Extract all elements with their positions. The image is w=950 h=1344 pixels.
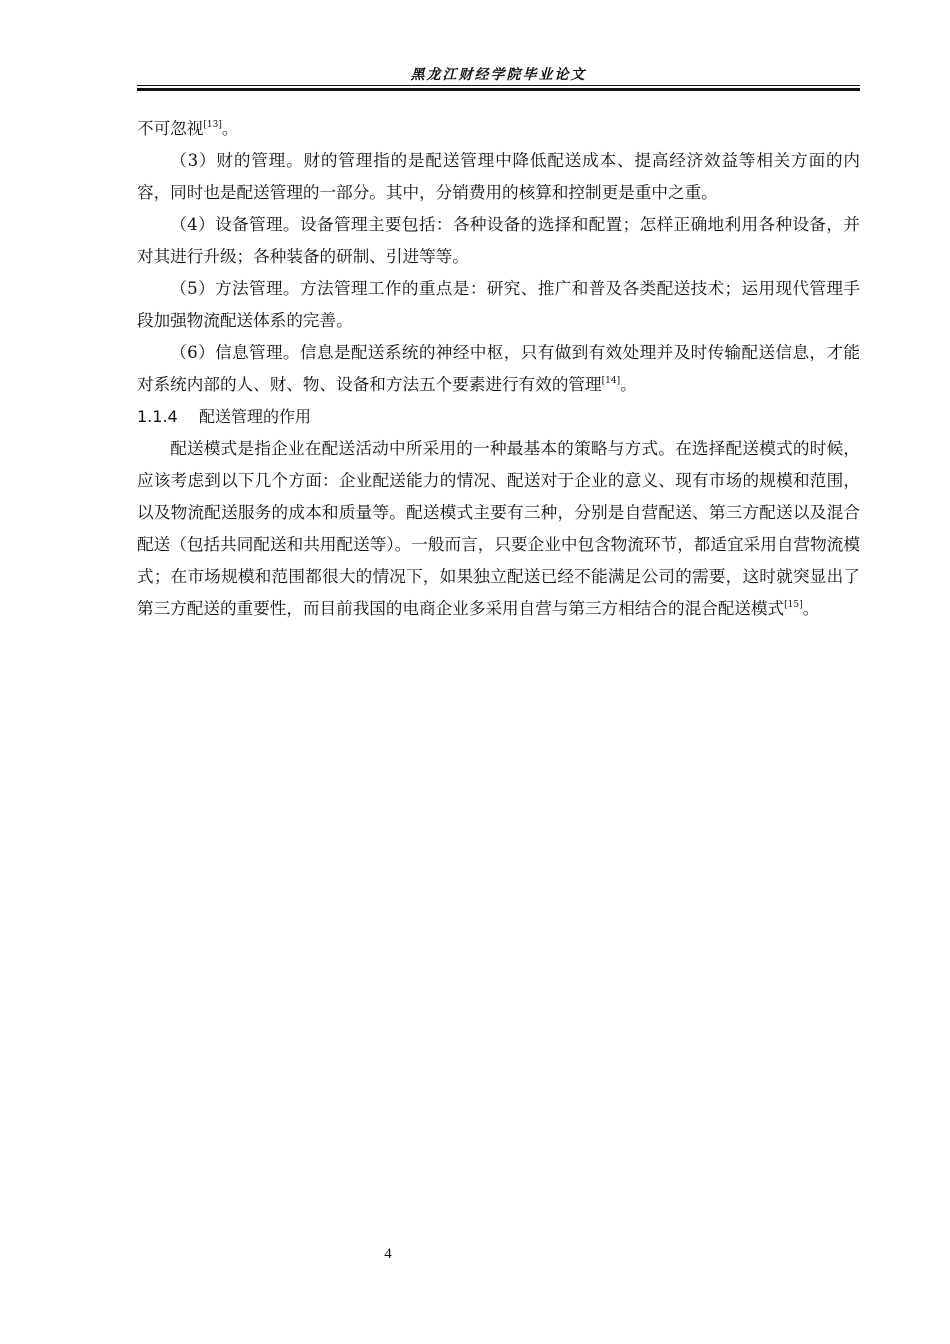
paragraph-finance-management: （3）财的管理。财的管理指的是配送管理中降低配送成本、提高经济效益等相关方面的内容，同时也是配送管理的一部分。其中，分销费用的核算和控制更是重中之重。 — [137, 151, 860, 202]
paragraph-information-management — [137, 337, 860, 401]
paragraph-equipment-management: （4）设备管理。设备管理主要包括：各种设备的选择和配置；怎样正确地利用各种设备，并对其进行升级；各种装备的研制、引进等等。 — [137, 215, 860, 266]
section-number: 1.1.4 — [137, 407, 178, 426]
paragraph-continuation — [137, 113, 860, 145]
paragraph-delivery-modes — [137, 433, 860, 625]
paragraph-method-management: （5）方法管理。方法管理工作的重点是：研究、推广和普及各类配送技术；运用现代管理手段加强物流配送体系的完善。 — [137, 279, 860, 330]
header-title: 黑龙江财经学院毕业论文 — [410, 67, 587, 83]
paragraph-text: （6）信息管理。信息是配送系统的神经中枢，只有做到有效处理并及时传输配送信息，才能对系统内部的人、财、物、设备和方法五个要素进行有效的管理 — [137, 343, 860, 394]
section-heading — [137, 401, 860, 433]
body-text — [137, 113, 860, 625]
citation: [13] — [203, 120, 222, 130]
citation: [14] — [601, 376, 621, 386]
page-number: 4 — [384, 1246, 392, 1262]
paragraph-text: 不可忽视 — [137, 119, 204, 138]
citation: [15] — [784, 600, 803, 610]
paragraph-text: 配送模式是指企业在配送活动中所采用的一种最基本的策略与方式。在选择配送模式的时候，应该考虑到以下几个方面：企业配送能力的情况、配送对于企业的意义、现有市场的规模和范围，以及物流配送服务的成本和质量等。配送模式主要有三种，分别是自营配送、第三方配送以及混合配送（包括共同配送和共用配送等）。一般而言，只要企业中包含物流环节，都适宜采用自营物流模式；在市场规模和范围都很大的情况下，如果独立配送已经不能满足公司的需要，这时就突显出了第三方配送的重要性，而目前我国的电商企业多采用自营与第三方相结合的混合配送模式 — [137, 439, 860, 618]
header-rule-thick — [137, 88, 860, 91]
section-title: 配送管理的作用 — [199, 407, 312, 426]
paragraph-end: 。 — [620, 375, 637, 394]
paragraph-end: 。 — [221, 119, 239, 138]
header-rule-thin — [137, 85, 860, 86]
paragraph-end: 。 — [802, 599, 820, 618]
